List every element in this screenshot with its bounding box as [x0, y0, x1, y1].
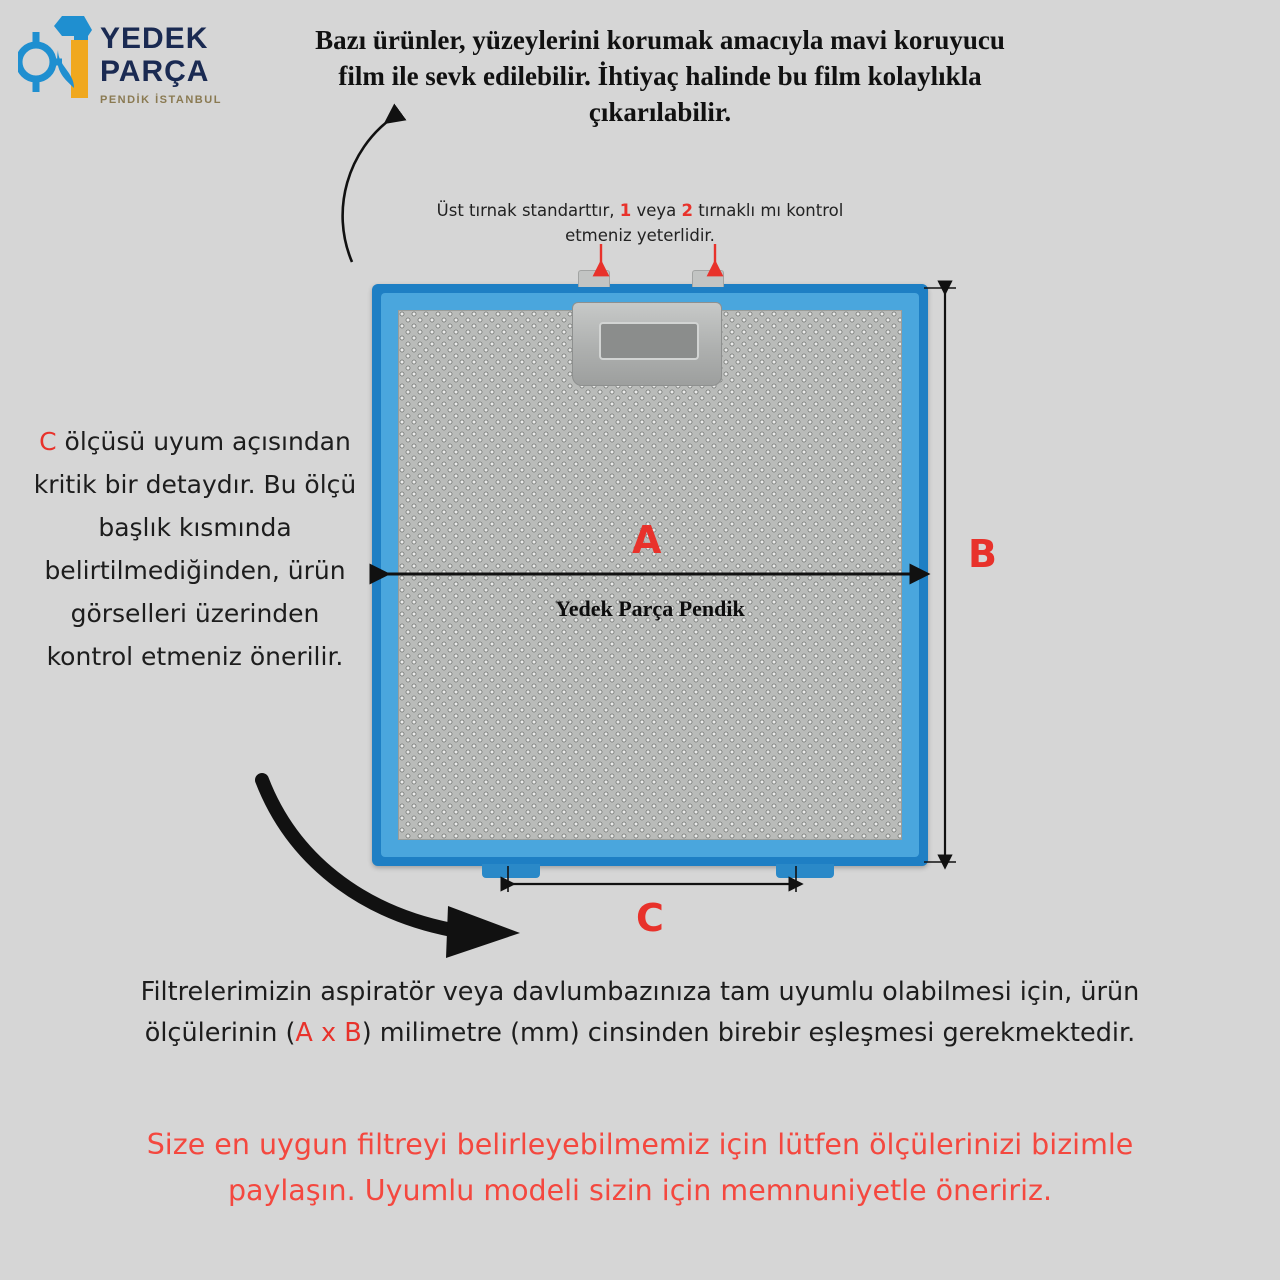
dimension-label-c: C — [636, 896, 664, 940]
brand-logo — [18, 10, 278, 120]
tab-note-part2: veya — [631, 201, 682, 220]
tab-note-part3: tırnaklı mı kontrol etmeniz yeterlidir. — [565, 201, 844, 245]
bottom-paragraph — [100, 972, 1180, 1054]
footer-call-to-action: Size en uygun filtreyi belirleyebilmemiz için lütfen ölçülerinizi bizimle paylaşın. Uyumlu modeli sizin için memnuniyetle öneririz. — [146, 1128, 1134, 1207]
bottom-paragraph-x: x — [312, 1018, 345, 1048]
bottom-paragraph-part1: Filtrelerimizin aspiratör veya davlumbazınıza tam uyumlu olabilmesi için, ürün ölçülerinin ( — [140, 977, 1140, 1048]
filter-handle — [572, 302, 722, 386]
bottom-paragraph-b: B — [344, 1018, 362, 1048]
filter-handle-slot — [599, 322, 699, 360]
bottom-paragraph-a: A — [295, 1018, 313, 1048]
watermark-text: Yedek Parça Pendik — [555, 596, 745, 621]
tab-note — [420, 198, 860, 248]
dimension-label-b: B — [968, 532, 997, 576]
left-paragraph-c-marker: C — [39, 427, 57, 456]
left-paragraph-text: ölçüsü uyum açısından kritik bir detaydır. Bu ölçü başlık kısmında belirtilmediğinden, ürün görselleri üzerinden kontrol etmeniz önerilir. — [33, 427, 357, 671]
logo-line-1: YEDEK — [100, 22, 209, 55]
headline-text: Bazı ürünler, yüzeylerini korumak amacıyla mavi koruyucu film ile sevk edilebilir. İhtiyaç halinde bu film kolaylıkla çıkarılabilir. — [315, 25, 1005, 127]
logo-wordmark — [100, 22, 209, 88]
filter-mesh — [398, 310, 902, 840]
tab-note-num2: 2 — [681, 201, 694, 220]
logo-subtitle: PENDİK İSTANBUL — [100, 94, 222, 106]
dimension-label-a: A — [632, 518, 662, 562]
left-paragraph — [30, 420, 360, 678]
top-tab-left — [578, 270, 610, 287]
tab-note-num1: 1 — [619, 201, 632, 220]
wrench-gear-icon — [18, 10, 98, 110]
tab-note-part1: Üst tırnak standarttır, — [436, 201, 620, 220]
filter-illustration — [372, 284, 928, 866]
logo-line-2: PARÇA — [100, 55, 210, 88]
top-tab-right — [692, 270, 724, 287]
bottom-tab-right — [776, 864, 834, 878]
bottom-paragraph-part2: ) milimetre (mm) cinsinden birebir eşleşmesi gerekmektedir. — [361, 1018, 1136, 1048]
bottom-tab-left — [482, 864, 540, 878]
